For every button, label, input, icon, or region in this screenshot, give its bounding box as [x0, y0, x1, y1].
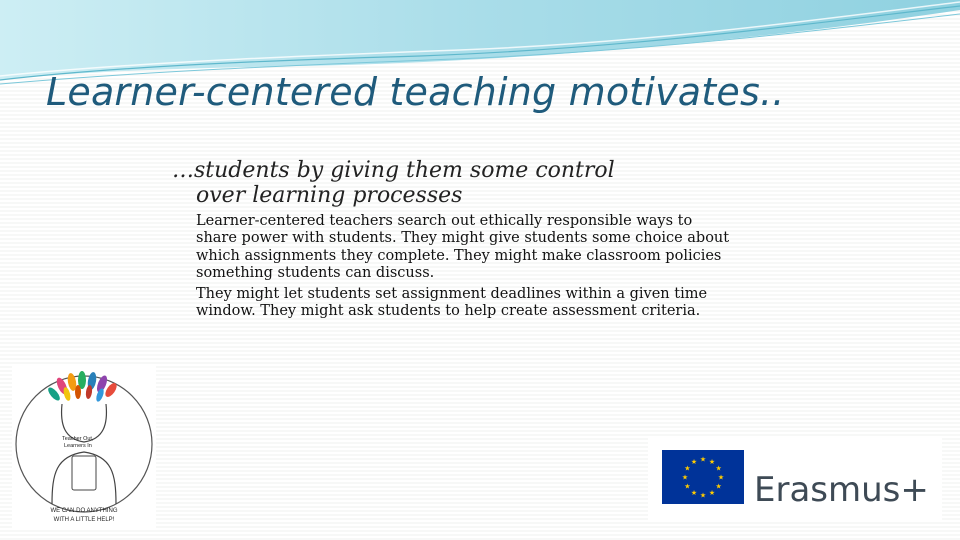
erasmus-wordmark: Erasmus+	[754, 470, 929, 510]
eu-star-icon: ★	[715, 482, 722, 491]
eu-star-icon: ★	[690, 457, 698, 466]
subtitle-line-2: over learning processes	[196, 183, 463, 208]
eu-star-icon: ★	[715, 464, 722, 473]
erasmus-logo	[648, 436, 942, 520]
eu-star-icon: ★	[699, 491, 707, 500]
eu-star-icon: ★	[717, 473, 725, 482]
eu-star-icon: ★	[684, 482, 691, 491]
slide-subtitle	[172, 158, 732, 208]
erasmus-logo-graphic	[648, 436, 942, 520]
logo-bottom-text-2: WITH A LITTLE HELP!	[53, 517, 115, 523]
eu-star-icon: ★	[684, 464, 691, 473]
paragraph-1: Learner-centered teachers search out ethically responsible ways to share power with students. They might give students some choice about which assignments they complete. They might make classroom policies something students can discuss.	[196, 213, 730, 282]
eu-star-icon: ★	[699, 455, 707, 464]
project-logo	[12, 364, 156, 528]
logo-tagline-1: Teacher Out,	[62, 436, 94, 442]
eu-star-icon: ★	[690, 489, 698, 498]
logo-tagline-2: Learners In	[64, 443, 92, 449]
subtitle-line-1: …students by giving them some control	[172, 158, 615, 183]
body-text	[196, 213, 736, 320]
logo-bottom-text-1: WE CAN DO ANYTHING	[50, 508, 118, 514]
eu-star-icon: ★	[708, 489, 716, 498]
slide-title: Learner-centered teaching motivates..	[46, 70, 785, 114]
paragraph-2: They might let students set assignment deadlines within a given time window. They might ask students to help create assessment criteria.	[196, 285, 708, 320]
project-logo-graphic	[12, 364, 156, 528]
eu-star-icon: ★	[708, 457, 716, 466]
eu-star-icon: ★	[681, 473, 689, 482]
